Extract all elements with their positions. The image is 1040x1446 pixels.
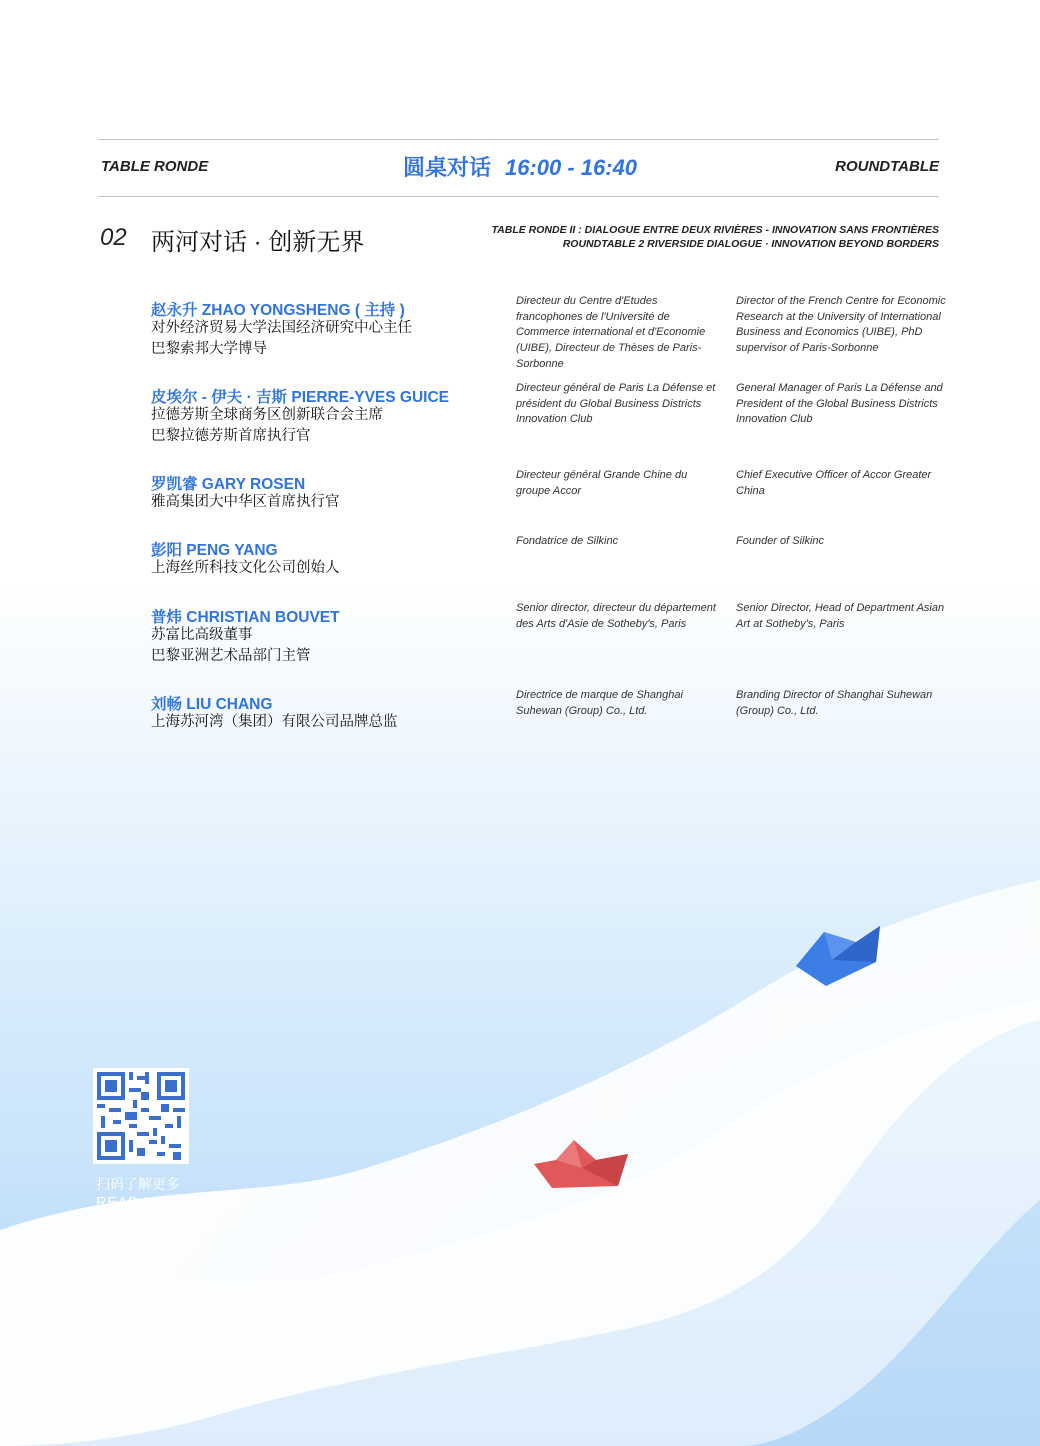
top-rule (98, 139, 939, 140)
speaker-title-fr: Senior director, directeur du département des Arts d'Asie de Sotheby's, Paris (516, 602, 716, 630)
section-title: 两河对话 · 创新无界 (151, 229, 365, 256)
speaker-title-fr: Fondatrice de Silkinc (516, 535, 619, 547)
section-subtitle-en: ROUNDTABLE 2 RIVERSIDE DIALOGUE · INNOVATION BEYOND BORDERS (562, 238, 939, 250)
header-left-label: TABLE RONDE (101, 158, 209, 175)
qr-label-cn: 扫码了解更多 (96, 1176, 180, 1192)
section-number: 02 (100, 224, 127, 251)
speaker-title-cn: 苏富比高级董事 巴黎亚洲艺术品部门主管 (151, 627, 311, 664)
speaker-title-en: Branding Director of Shanghai Suhewan (Group) Co., Ltd. (736, 689, 933, 717)
speaker-title-en: Senior Director, Head of Department Asian Art at Sotheby's, Paris (736, 602, 945, 630)
speaker-title-fr: Directeur du Centre d'Etudes francophones de l'Université de Commerce international et d'Economie (UIBE), Directeur de Thèses de Paris-Sorbonne (516, 295, 706, 370)
speaker-title-cn: 对外经济贸易大学法国经济研究中心主任 巴黎索邦大学博导 (151, 320, 412, 357)
speaker-title-en: General Manager of Paris La Défense and President of the Global Business Districts Innovation Club (736, 382, 943, 426)
speaker-name: 罗凯睿 GARY ROSEN (151, 476, 306, 493)
qr-code[interactable] (93, 1068, 189, 1164)
header-title: 圆桌对话 (402, 155, 491, 180)
speaker-name: 赵永升 ZHAO YONGSHENG ( 主持 ) (151, 302, 405, 319)
speaker-title-fr: Directeur général Grande Chine du groupe Accor (516, 469, 688, 497)
speaker-name: 彭阳 PENG YANG (151, 542, 278, 559)
section-subtitle-fr: TABLE RONDE II : DIALOGUE ENTRE DEUX RIVIÈRES - INNOVATION SANS FRONTIÈRES (491, 224, 939, 236)
speaker-title-en: Chief Executive Officer of Accor Greater China (736, 469, 932, 497)
speaker-name: 皮埃尔 - 伊夫 · 吉斯 PIERRE-YVES GUICE (151, 389, 449, 406)
header-right-label: ROUNDTABLE (835, 158, 939, 175)
speaker-title-cn: 上海丝所科技文化公司创始人 (151, 560, 340, 576)
speaker-title-en: Founder of Silkinc (736, 535, 825, 547)
speaker-title-cn: 上海苏河湾（集团）有限公司品牌总监 (151, 714, 398, 730)
speaker-name: 刘畅 LIU CHANG (151, 696, 273, 713)
speaker-title-fr: Directrice de marque de Shanghai Suhewan (Group) Co., Ltd. (516, 689, 683, 717)
qr-code-icon (93, 1068, 189, 1164)
speaker-title-fr: Directeur général de Paris La Défense et président du Global Business Districts Innovation Club (516, 382, 716, 426)
header-time: 16:00 - 16:40 (504, 155, 638, 180)
speaker-title-cn: 雅高集团大中华区首席执行官 (151, 494, 340, 510)
qr-label-en: READ MORE (96, 1194, 190, 1211)
speaker-title-cn: 拉德芳斯全球商务区创新联合会主席 巴黎拉德芳斯首席执行官 (151, 407, 383, 444)
section-subtitle (492, 223, 939, 251)
speaker-title-en: Director of the French Centre for Economic Research at the University of International Business and Economics (UIBE), PhD supervisor of Paris-Sorbonne (736, 295, 946, 355)
red-paper-boat-icon (534, 1138, 630, 1190)
header-bottom-rule (98, 196, 939, 197)
blue-paper-boat-icon (796, 924, 882, 988)
speaker-name: 普炜 CHRISTIAN BOUVET (151, 609, 340, 626)
